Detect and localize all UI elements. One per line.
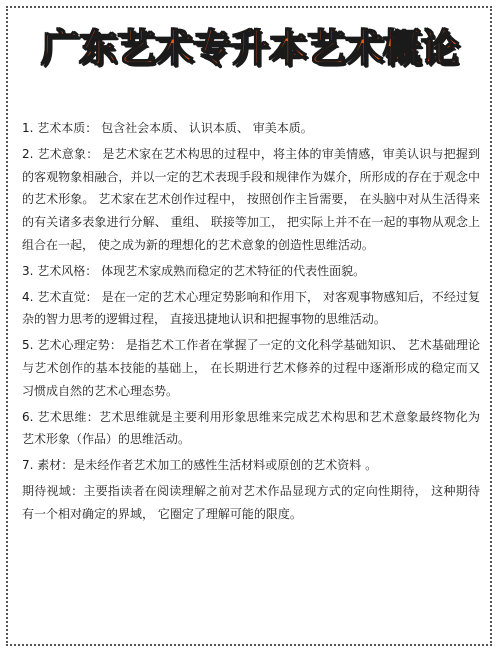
page-title: 广东艺术专升本艺术概论 xyxy=(40,26,459,70)
definition-item-expectation-horizon: 期待视域：主要指读者在阅读理解之前对艺术作品显现方式的定向性期待， 这种期待有一个相对确定的界域， 它圈定了理解可能的限度。 xyxy=(22,483,480,521)
definition-item-material: 7. 素材：是未经作者艺术加工的感性生活材料或原创的艺术资料 。 xyxy=(22,458,378,473)
definition-item-art-image: 2. 艺术意象： 是艺术家在艺术构思的过程中，将主体的审美情感，审美认识与把握到的客观物象相融合，并以一定的艺术表现手段和规律作为媒介，所形成的存在于观念中的艺术形象。 艺术家在艺术创作过程中， 按照创作主旨需要， 在头脑中对从生活得来的有关诸多表象进行分解、 重组、 联接等加工， 把实际上并不在一起的事物从观念上组合在一起， 使之成为新的理想化的艺术意象的创造性思维活动。 xyxy=(22,146,480,252)
definition-item-art-intuition: 4. 艺术直觉： 是在一定的艺术心理定势影响和作用下， 对客观事物感知后，不经过复杂的智力思考的逻辑过程， 直接迅捷地认识和把握事物的思维活动。 xyxy=(22,289,480,327)
definition-list xyxy=(22,117,480,529)
definition-item-art-mental-set: 5. 艺术心理定势： 是指艺术工作者在掌握了一定的文化科学基础知识、 艺术基础理论与艺术创作的基本技能的基础上， 在长期进行艺术修养的过程中逐渐形成的稳定而又习惯成自然的艺术心理态势。 xyxy=(22,338,480,398)
definition-item-art-style: 3. 艺术风格： 体现艺术家成熟而稳定的艺术特征的代表性面貌。 xyxy=(22,263,366,278)
definition-item-art-thinking: 6. 艺术思维：艺术思维就是主要利用形象思维来完成艺术构思和艺术意象最终物化为艺术形象（作品）的思维活动。 xyxy=(22,409,480,447)
definition-item-art-essence: 1. 艺术本质： 包含社会本质、 认识本质、 审美本质。 xyxy=(22,121,313,135)
